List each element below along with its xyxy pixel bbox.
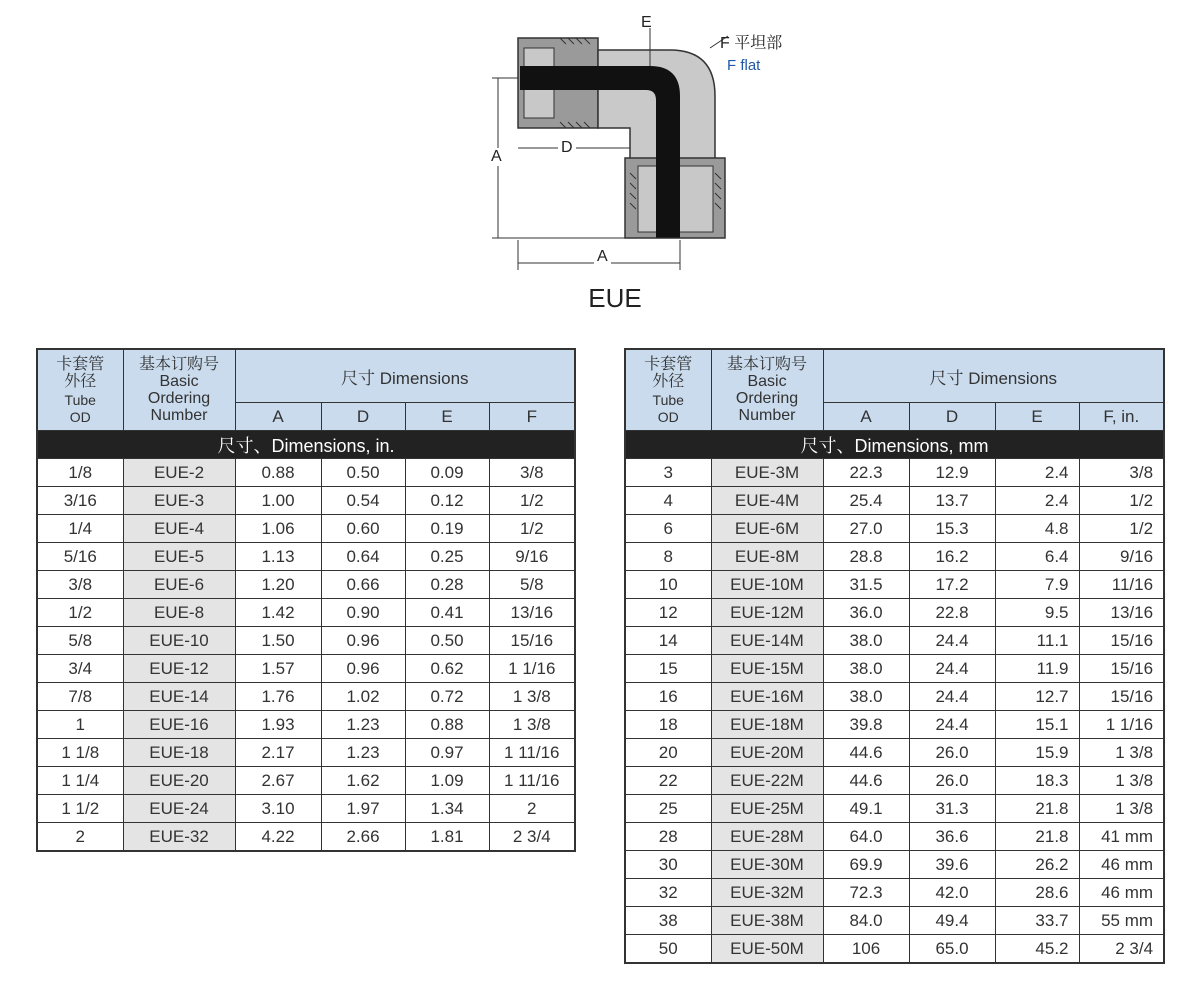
cell-ordering-number: EUE-18M: [711, 711, 823, 739]
cell-ordering-number: EUE-14M: [711, 627, 823, 655]
cell-d: 0.96: [321, 655, 405, 683]
cell-ordering-number: EUE-14: [123, 683, 235, 711]
cell-e: 0.88: [405, 711, 489, 739]
cell-d: 0.50: [321, 459, 405, 487]
cell-f: 9/16: [1079, 543, 1164, 571]
cell-f: 1 3/8: [489, 711, 575, 739]
cell-tube-od: 3/8: [37, 571, 123, 599]
table-row: [625, 683, 1164, 711]
cell-a: 28.8: [823, 543, 909, 571]
cell-d: 22.8: [909, 599, 995, 627]
cell-a: 1.93: [235, 711, 321, 739]
table-row: [37, 487, 575, 515]
cell-d: 2.66: [321, 823, 405, 852]
unit-row: 尺寸、Dimensions, in.: [37, 431, 575, 459]
cell-a: 38.0: [823, 655, 909, 683]
table-row: [37, 767, 575, 795]
header-tube-od: [37, 349, 123, 431]
cell-f: 1/2: [489, 515, 575, 543]
cell-ordering-number: EUE-50M: [711, 935, 823, 964]
cell-ordering-number: EUE-16M: [711, 683, 823, 711]
table-row: [625, 627, 1164, 655]
table-row: [625, 823, 1164, 851]
cell-e: 1.81: [405, 823, 489, 852]
table-row: [625, 879, 1164, 907]
cell-f: 15/16: [1079, 627, 1164, 655]
table-row: [37, 711, 575, 739]
cell-tube-od: 8: [625, 543, 711, 571]
cell-a: 38.0: [823, 627, 909, 655]
cell-tube-od: 25: [625, 795, 711, 823]
unit-row: 尺寸、Dimensions, mm: [625, 431, 1164, 459]
cell-f: 1 3/8: [1079, 795, 1164, 823]
cell-tube-od: 15: [625, 655, 711, 683]
cell-a: 39.8: [823, 711, 909, 739]
cell-tube-od: 14: [625, 627, 711, 655]
cell-ordering-number: EUE-20M: [711, 739, 823, 767]
cell-e: 26.2: [995, 851, 1079, 879]
col-d: D: [321, 403, 405, 431]
table-row: [625, 739, 1164, 767]
cell-a: 69.9: [823, 851, 909, 879]
cell-f: 5/8: [489, 571, 575, 599]
cell-e: 0.50: [405, 627, 489, 655]
figure-title: EUE: [588, 283, 642, 313]
table-row: [625, 767, 1164, 795]
cell-a: 1.42: [235, 599, 321, 627]
table-row: [37, 683, 575, 711]
cell-a: 36.0: [823, 599, 909, 627]
cell-a: 1.13: [235, 543, 321, 571]
fitting-drawing: [480, 8, 820, 308]
cell-tube-od: 5/8: [37, 627, 123, 655]
table-row: [37, 655, 575, 683]
cell-e: 15.1: [995, 711, 1079, 739]
cell-tube-od: 16: [625, 683, 711, 711]
cell-ordering-number: EUE-24: [123, 795, 235, 823]
cell-ordering-number: EUE-22M: [711, 767, 823, 795]
cell-a: 38.0: [823, 683, 909, 711]
cell-e: 33.7: [995, 907, 1079, 935]
cell-d: 17.2: [909, 571, 995, 599]
cell-tube-od: 32: [625, 879, 711, 907]
cell-a: 2.67: [235, 767, 321, 795]
cell-d: 0.66: [321, 571, 405, 599]
cell-d: 0.90: [321, 599, 405, 627]
cell-e: 0.25: [405, 543, 489, 571]
cell-e: 2.4: [995, 459, 1079, 487]
cell-d: 24.4: [909, 655, 995, 683]
cell-f: 15/16: [1079, 655, 1164, 683]
table-row: [37, 627, 575, 655]
dimensions-table-inch: [36, 348, 576, 852]
cell-d: 1.23: [321, 711, 405, 739]
cell-e: 0.41: [405, 599, 489, 627]
cell-tube-od: 6: [625, 515, 711, 543]
table-row: [625, 459, 1164, 487]
cell-ordering-number: EUE-20: [123, 767, 235, 795]
table-row: [625, 487, 1164, 515]
cell-f: 13/16: [1079, 599, 1164, 627]
cell-tube-od: 1 1/4: [37, 767, 123, 795]
header-tube-od: [625, 349, 711, 431]
cell-d: 1.97: [321, 795, 405, 823]
table-row: [37, 515, 575, 543]
header-tube-od-en: Tube OD: [652, 392, 684, 425]
cell-tube-od: 20: [625, 739, 711, 767]
table-row: [625, 515, 1164, 543]
cell-f: 46 mm: [1079, 851, 1164, 879]
cell-a: 22.3: [823, 459, 909, 487]
cell-d: 39.6: [909, 851, 995, 879]
cell-a: 44.6: [823, 767, 909, 795]
cell-f: 1 11/16: [489, 767, 575, 795]
table-row: [625, 935, 1164, 964]
table-row: [37, 571, 575, 599]
cell-ordering-number: EUE-6: [123, 571, 235, 599]
cell-a: 1.00: [235, 487, 321, 515]
cell-e: 12.7: [995, 683, 1079, 711]
cell-a: 27.0: [823, 515, 909, 543]
cell-ordering-number: EUE-38M: [711, 907, 823, 935]
cell-a: 1.57: [235, 655, 321, 683]
cell-f: 15/16: [1079, 683, 1164, 711]
cell-tube-od: 1/8: [37, 459, 123, 487]
table-row: [625, 851, 1164, 879]
header-ordering-number-en: Basic Ordering Number: [147, 373, 211, 424]
cell-tube-od: 12: [625, 599, 711, 627]
cell-tube-od: 30: [625, 851, 711, 879]
cell-e: 1.09: [405, 767, 489, 795]
figure-label-a-vertical: A: [491, 148, 502, 165]
cell-d: 12.9: [909, 459, 995, 487]
cell-f: 2: [489, 795, 575, 823]
col-a: A: [235, 403, 321, 431]
cell-a: 72.3: [823, 879, 909, 907]
cell-f: 46 mm: [1079, 879, 1164, 907]
cell-f: 1 1/16: [489, 655, 575, 683]
table-row: [625, 907, 1164, 935]
cell-ordering-number: EUE-5: [123, 543, 235, 571]
cell-a: 64.0: [823, 823, 909, 851]
cell-e: 0.28: [405, 571, 489, 599]
cell-ordering-number: EUE-2: [123, 459, 235, 487]
cell-e: 0.19: [405, 515, 489, 543]
table-body-metric: [625, 459, 1164, 964]
cell-d: 24.4: [909, 683, 995, 711]
cell-ordering-number: EUE-3M: [711, 459, 823, 487]
cell-ordering-number: EUE-28M: [711, 823, 823, 851]
cell-ordering-number: EUE-8: [123, 599, 235, 627]
cell-a: 0.88: [235, 459, 321, 487]
cell-a: 4.22: [235, 823, 321, 852]
header-tube-od-en: Tube OD: [64, 392, 96, 425]
cell-ordering-number: EUE-10: [123, 627, 235, 655]
cell-e: 0.97: [405, 739, 489, 767]
table-row: [37, 823, 575, 852]
cell-ordering-number: EUE-32: [123, 823, 235, 852]
cell-e: 15.9: [995, 739, 1079, 767]
dimensions-table-metric: [624, 348, 1165, 964]
cell-d: 31.3: [909, 795, 995, 823]
col-f-in: F, in.: [1079, 403, 1164, 431]
header-dimensions: 尺寸 Dimensions: [235, 349, 575, 403]
table-row: [625, 655, 1164, 683]
cell-ordering-number: EUE-10M: [711, 571, 823, 599]
cell-tube-od: 5/16: [37, 543, 123, 571]
cell-e: 45.2: [995, 935, 1079, 964]
cell-d: 1.02: [321, 683, 405, 711]
cell-d: 26.0: [909, 767, 995, 795]
cell-d: 24.4: [909, 627, 995, 655]
table-body-inch: [37, 459, 575, 852]
cell-e: 11.9: [995, 655, 1079, 683]
cell-f: 1 11/16: [489, 739, 575, 767]
cell-tube-od: 3/4: [37, 655, 123, 683]
cell-tube-od: 7/8: [37, 683, 123, 711]
vertical-tube: [656, 128, 680, 238]
cell-f: 1/2: [489, 487, 575, 515]
col-a: A: [823, 403, 909, 431]
cell-e: 0.09: [405, 459, 489, 487]
table-row: [37, 599, 575, 627]
col-e: E: [995, 403, 1079, 431]
cell-d: 24.4: [909, 711, 995, 739]
cell-a: 1.76: [235, 683, 321, 711]
cell-d: 0.54: [321, 487, 405, 515]
col-e: E: [405, 403, 489, 431]
cell-e: 2.4: [995, 487, 1079, 515]
cell-a: 1.06: [235, 515, 321, 543]
cell-e: 0.12: [405, 487, 489, 515]
header-tube-od-cn: 卡套管外径: [644, 356, 693, 390]
cell-ordering-number: EUE-32M: [711, 879, 823, 907]
cell-e: 6.4: [995, 543, 1079, 571]
header-ordering-number-en: Basic Ordering Number: [735, 373, 799, 424]
cell-ordering-number: EUE-3: [123, 487, 235, 515]
cell-a: 106: [823, 935, 909, 964]
header-ordering-number: [711, 349, 823, 431]
table-row: [37, 459, 575, 487]
header-ordering-number-cn: 基本订购号: [138, 356, 219, 373]
cell-f: 1/2: [1079, 515, 1164, 543]
figure-label-flat-en: F flat: [727, 57, 761, 74]
cell-tube-od: 18: [625, 711, 711, 739]
cell-ordering-number: EUE-30M: [711, 851, 823, 879]
cell-d: 42.0: [909, 879, 995, 907]
cell-e: 1.34: [405, 795, 489, 823]
table-row: [625, 599, 1164, 627]
cell-d: 1.62: [321, 767, 405, 795]
cell-e: 18.3: [995, 767, 1079, 795]
table-row: [37, 795, 575, 823]
cell-d: 0.64: [321, 543, 405, 571]
cell-e: 21.8: [995, 795, 1079, 823]
cell-tube-od: 1: [37, 711, 123, 739]
cell-e: 9.5: [995, 599, 1079, 627]
cell-e: 11.1: [995, 627, 1079, 655]
col-d: D: [909, 403, 995, 431]
cell-tube-od: 50: [625, 935, 711, 964]
cell-tube-od: 2: [37, 823, 123, 852]
cell-a: 2.17: [235, 739, 321, 767]
cell-f: 1/2: [1079, 487, 1164, 515]
cell-tube-od: 1 1/8: [37, 739, 123, 767]
header-ordering-number-cn: 基本订购号: [726, 356, 807, 373]
cell-e: 21.8: [995, 823, 1079, 851]
cell-ordering-number: EUE-8M: [711, 543, 823, 571]
cell-f: 9/16: [489, 543, 575, 571]
cell-d: 49.4: [909, 907, 995, 935]
cell-ordering-number: EUE-4: [123, 515, 235, 543]
cell-f: 11/16: [1079, 571, 1164, 599]
cell-e: 7.9: [995, 571, 1079, 599]
cell-d: 13.7: [909, 487, 995, 515]
cell-ordering-number: EUE-12: [123, 655, 235, 683]
cell-tube-od: 38: [625, 907, 711, 935]
table-row: [37, 739, 575, 767]
cell-tube-od: 1/2: [37, 599, 123, 627]
header-tube-od-cn: 卡套管外径: [56, 356, 105, 390]
cell-f: 41 mm: [1079, 823, 1164, 851]
cell-a: 1.20: [235, 571, 321, 599]
cell-e: 28.6: [995, 879, 1079, 907]
cell-d: 0.60: [321, 515, 405, 543]
cell-a: 31.5: [823, 571, 909, 599]
cell-ordering-number: EUE-12M: [711, 599, 823, 627]
cell-d: 0.96: [321, 627, 405, 655]
cell-f: 1 3/8: [1079, 739, 1164, 767]
cell-e: 4.8: [995, 515, 1079, 543]
cell-tube-od: 3/16: [37, 487, 123, 515]
figure-label-d: D: [558, 139, 576, 157]
cell-f: 15/16: [489, 627, 575, 655]
cell-tube-od: 28: [625, 823, 711, 851]
cell-ordering-number: EUE-6M: [711, 515, 823, 543]
header-dimensions: 尺寸 Dimensions: [823, 349, 1164, 403]
cell-d: 16.2: [909, 543, 995, 571]
cell-e: 0.62: [405, 655, 489, 683]
table-row: [625, 711, 1164, 739]
cell-f: 3/8: [489, 459, 575, 487]
cell-f: 55 mm: [1079, 907, 1164, 935]
cell-a: 25.4: [823, 487, 909, 515]
cell-f: 3/8: [1079, 459, 1164, 487]
cell-d: 65.0: [909, 935, 995, 964]
cell-f: 13/16: [489, 599, 575, 627]
table-row: [625, 571, 1164, 599]
cell-ordering-number: EUE-4M: [711, 487, 823, 515]
cell-e: 0.72: [405, 683, 489, 711]
cell-a: 44.6: [823, 739, 909, 767]
table-row: [625, 543, 1164, 571]
cell-d: 26.0: [909, 739, 995, 767]
cell-d: 1.23: [321, 739, 405, 767]
cell-ordering-number: EUE-16: [123, 711, 235, 739]
cell-f: 1 3/8: [489, 683, 575, 711]
cell-f: 2 3/4: [489, 823, 575, 852]
cell-tube-od: 1/4: [37, 515, 123, 543]
cell-a: 84.0: [823, 907, 909, 935]
cell-ordering-number: EUE-18: [123, 739, 235, 767]
cell-d: 36.6: [909, 823, 995, 851]
cell-tube-od: 10: [625, 571, 711, 599]
cell-tube-od: 1 1/2: [37, 795, 123, 823]
table-row: [37, 543, 575, 571]
cell-a: 3.10: [235, 795, 321, 823]
cell-tube-od: 3: [625, 459, 711, 487]
cell-d: 15.3: [909, 515, 995, 543]
cell-a: 49.1: [823, 795, 909, 823]
table-row: [625, 795, 1164, 823]
cell-tube-od: 22: [625, 767, 711, 795]
figure-label-flat-cn: F 平坦部: [720, 35, 783, 52]
col-f: F: [489, 403, 575, 431]
header-ordering-number: [123, 349, 235, 431]
cell-ordering-number: EUE-15M: [711, 655, 823, 683]
cell-f: 1 3/8: [1079, 767, 1164, 795]
cell-tube-od: 4: [625, 487, 711, 515]
cell-f: 2 3/4: [1079, 935, 1164, 964]
figure-label-a-horizontal: A: [594, 248, 611, 266]
cell-f: 1 1/16: [1079, 711, 1164, 739]
cell-ordering-number: EUE-25M: [711, 795, 823, 823]
figure-label-e: E: [641, 14, 652, 31]
cell-a: 1.50: [235, 627, 321, 655]
